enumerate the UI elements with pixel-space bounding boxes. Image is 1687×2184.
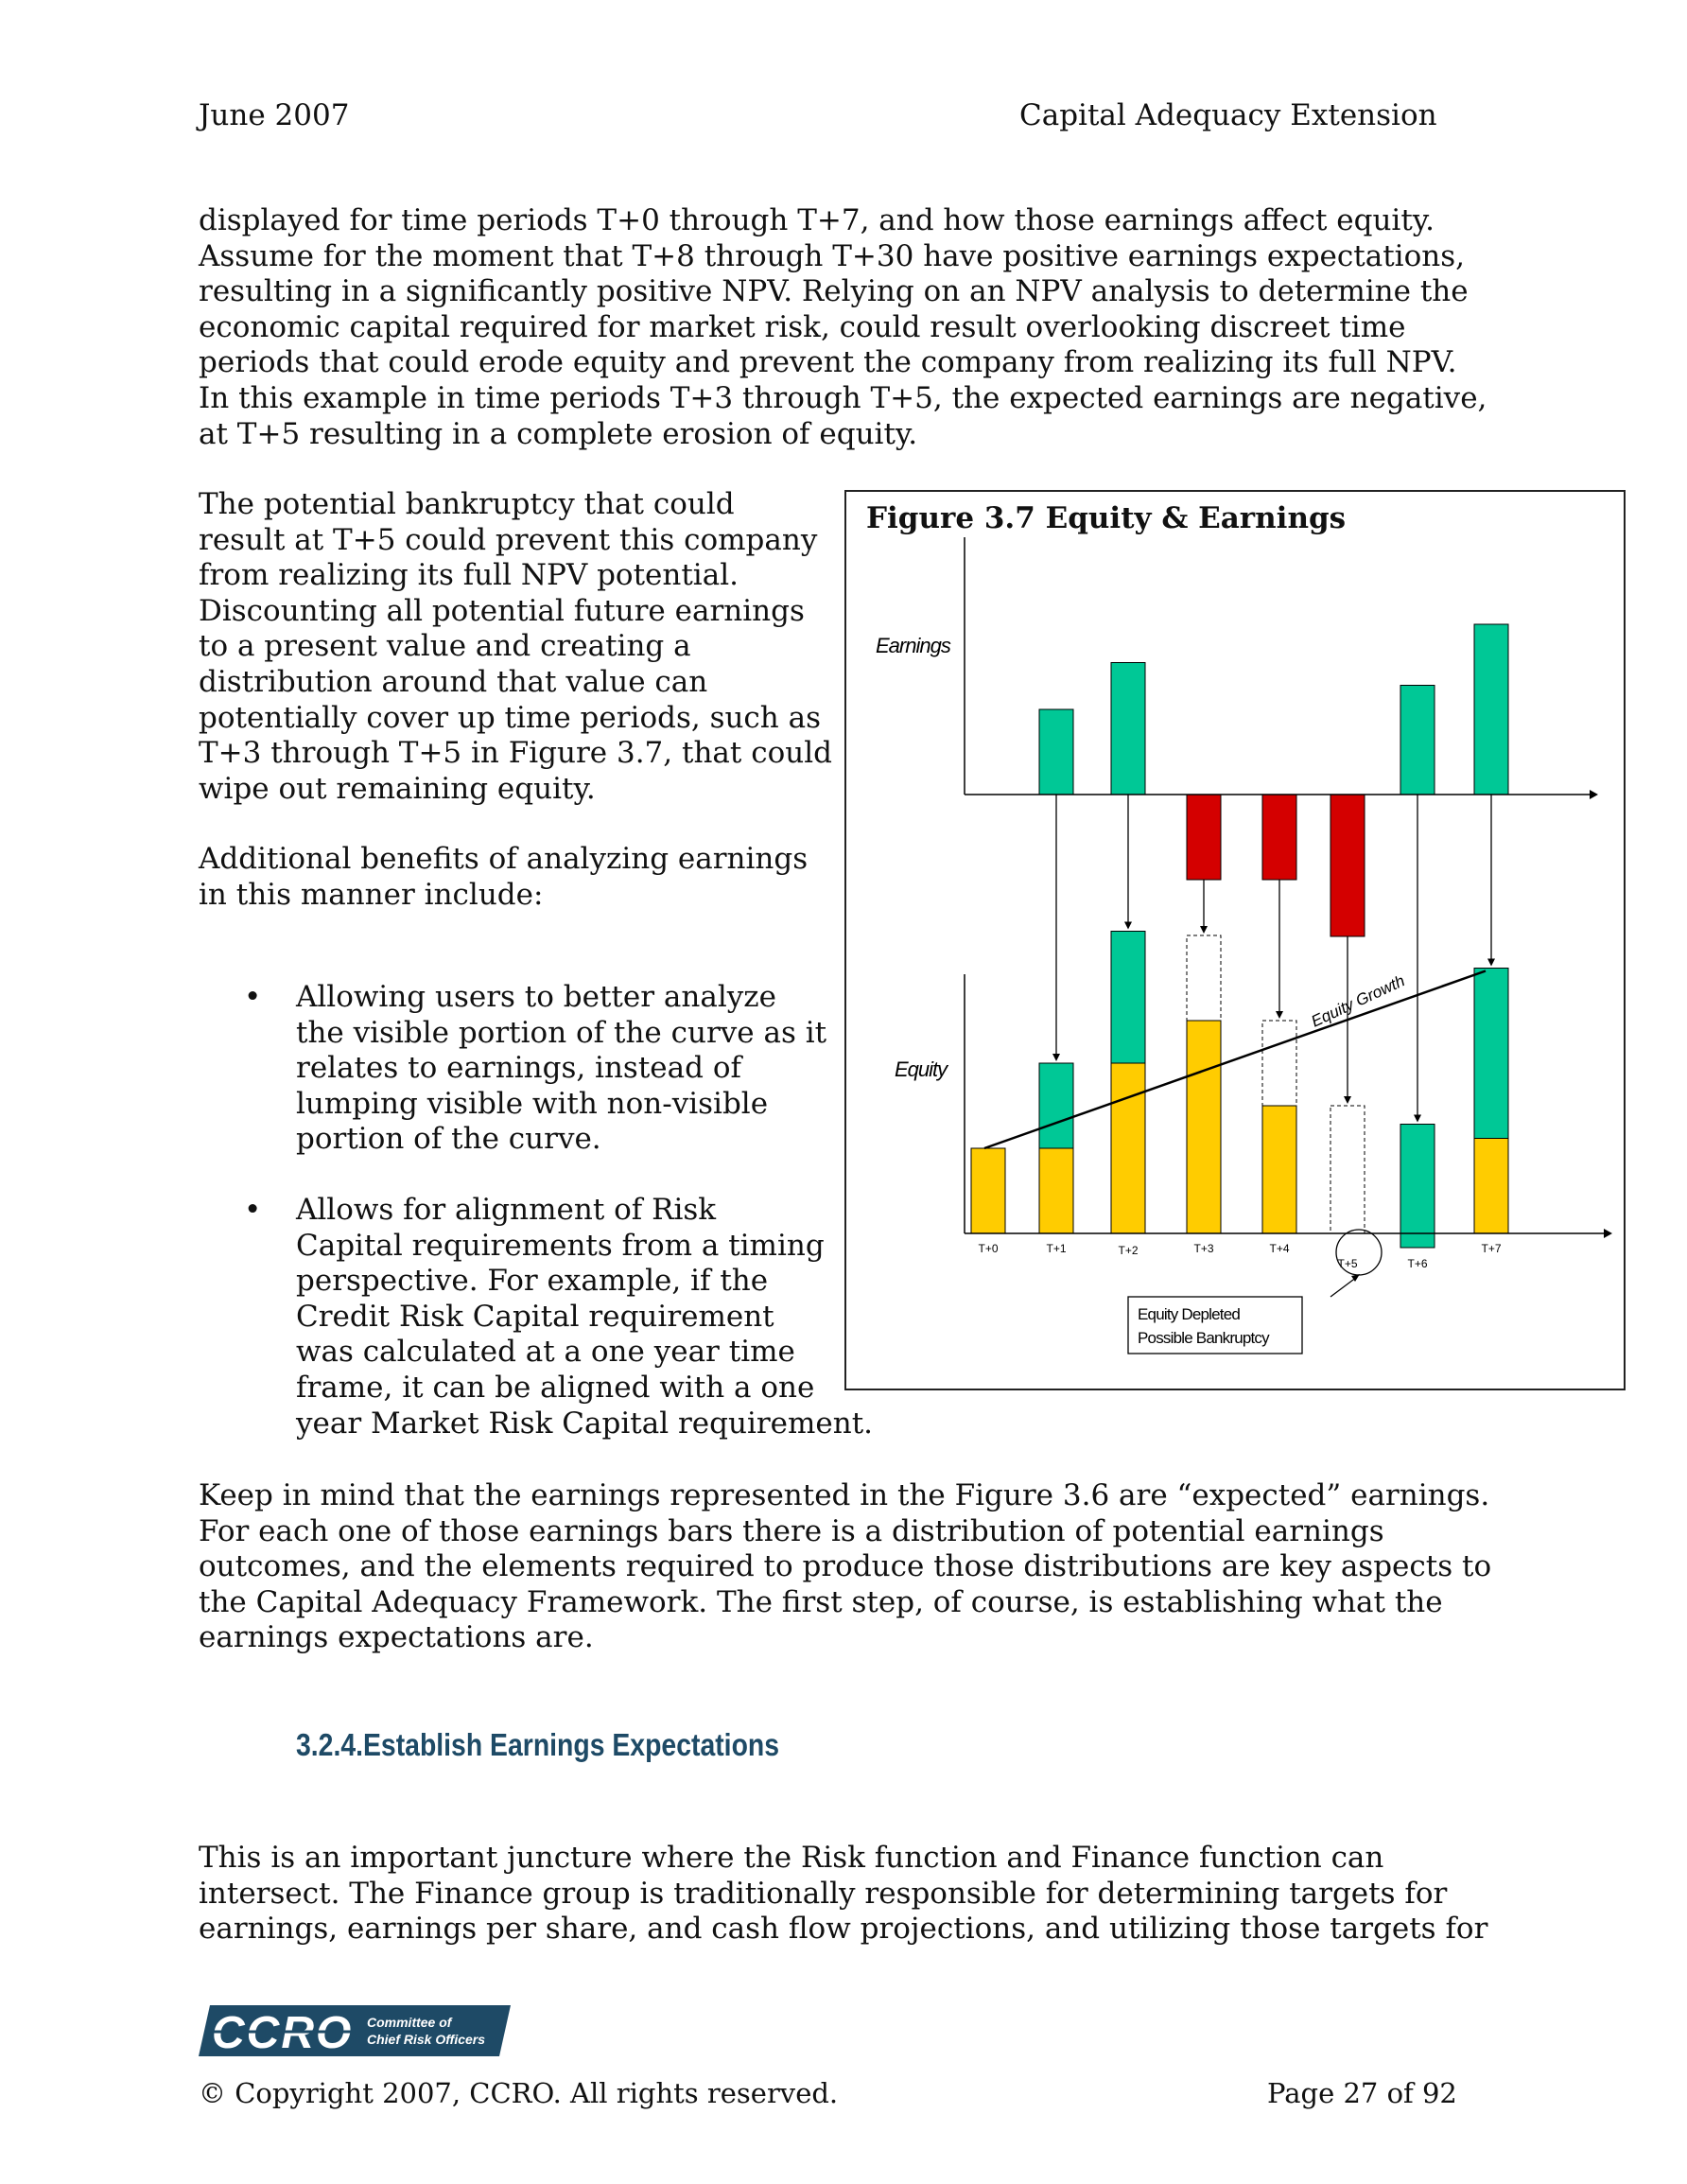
paragraph-keep-in-mind	[199, 1478, 1491, 1656]
text-line: portion of the curve.	[296, 1122, 601, 1157]
text-line: periods that could erode equity and prevent the company from realizing its full NPV.	[199, 345, 1457, 380]
text-line: Allows for alignment of Risk	[296, 1192, 717, 1227]
text-line: displayed for time periods T+0 through T+7, and how those earnings affect equity.	[199, 203, 1435, 237]
text-line: Credit Risk Capital requirement	[296, 1299, 774, 1334]
figure-title: Figure 3.7 Equity & Earnings	[866, 501, 1347, 535]
bullet-marker: •	[244, 980, 262, 1014]
equity-base-bar-Tplus3	[1187, 1021, 1221, 1233]
x-tick-label: T+3	[1193, 1242, 1214, 1255]
logo-line-2: Chief Risk Officers	[367, 2032, 486, 2047]
text-line: intersect. The Finance group is traditionally responsible for determining targets for	[199, 1876, 1448, 1911]
equity-lost-outline-Tplus4	[1262, 1021, 1296, 1106]
text-line: Capital requirements from a timing	[296, 1228, 825, 1263]
text-line: Keep in mind that the earnings represented in the Figure 3.6 are “expected” earnings.	[199, 1478, 1490, 1512]
earnings-axis-arrowhead	[1590, 790, 1598, 799]
earnings-axis-label: Earnings	[876, 634, 950, 657]
text-line: The potential bankruptcy that could	[199, 487, 735, 521]
paragraph-juncture	[199, 1841, 1487, 1948]
text-line: at T+5 resulting in a complete erosion of equity.	[199, 416, 918, 451]
equity-axis-arrowhead	[1604, 1229, 1612, 1238]
logo-line-1: Committee of	[367, 2015, 452, 2030]
text-line: distribution around that value can	[199, 664, 708, 699]
header-date: June 2007	[199, 98, 350, 132]
earnings-bar-Tplus3	[1187, 795, 1221, 880]
text-line: outcomes, and the elements required to produce those distributions are key aspects to	[199, 1549, 1492, 1584]
text-line: In this example in time periods T+3 through T+5, the expected earnings are negative,	[199, 380, 1487, 415]
list-item	[199, 1192, 874, 1441]
x-tick-label: T+7	[1481, 1242, 1502, 1255]
text-line: wipe out remaining equity.	[199, 771, 596, 806]
flow-arrowhead-Tplus3	[1200, 926, 1208, 934]
callout-line-1: Equity Depleted	[1138, 1305, 1241, 1323]
footer-page-number: Page 27 of 92	[1267, 2077, 1457, 2109]
text-line: perspective. For example, if the	[296, 1264, 769, 1299]
flow-arrowhead-Tplus6	[1414, 1115, 1421, 1123]
equity-base-bar-Tplus2	[1111, 1063, 1145, 1233]
x-tick-label: T+1	[1046, 1242, 1067, 1255]
text-line: in this manner include:	[199, 877, 544, 912]
flow-arrowhead-Tplus2	[1124, 922, 1132, 930]
x-tick-label: T+5	[1337, 1257, 1358, 1270]
earnings-bar-Tplus7	[1474, 624, 1508, 795]
text-line: earnings expectations are.	[199, 1620, 594, 1655]
text-line: the Capital Adequacy Framework. The first step, of course, is establishing what the	[199, 1584, 1443, 1619]
text-line: frame, it can be aligned with a one	[296, 1370, 815, 1405]
text-line: potentially cover up time periods, such as	[199, 700, 822, 735]
equity-lost-outline-Tplus5	[1330, 1106, 1365, 1233]
text-line: lumping visible with non-visible	[296, 1086, 769, 1121]
text-line: resulting in a significantly positive NPV. Relying on an NPV analysis to determine the	[199, 274, 1469, 309]
equity-base-bar-Tplus4	[1262, 1106, 1296, 1233]
equity-axis-label: Equity	[895, 1057, 948, 1081]
header-title: Capital Adequacy Extension	[1019, 98, 1437, 132]
footer-copyright: © Copyright 2007, CCRO. All rights reserved.	[199, 2077, 839, 2109]
text-line: earnings, earnings per share, and cash flow projections, and utilizing those targets for	[199, 1912, 1488, 1947]
equity-earnings-chart	[844, 490, 1626, 1390]
text-line: Discounting all potential future earnings	[199, 593, 805, 628]
text-line: Allowing users to better analyze	[296, 980, 776, 1014]
flow-arrowhead-Tplus1	[1052, 1054, 1060, 1061]
bankruptcy-circle	[1336, 1230, 1382, 1275]
logo-mark: CCRO	[212, 2008, 354, 2058]
text-line: Assume for the moment that T+8 through T+30 have positive earnings expectations,	[199, 238, 1465, 273]
text-line: Additional benefits of analyzing earnings	[199, 842, 809, 876]
text-line: For each one of those earnings bars there is a distribution of potential earnings	[199, 1513, 1384, 1548]
flow-arrowhead-Tplus5	[1344, 1096, 1351, 1104]
text-line: economic capital required for market risk, could result overlooking discreet time	[199, 309, 1406, 344]
list-item	[199, 980, 861, 1158]
equity-growth-bar-Tplus1	[1039, 1063, 1073, 1148]
earnings-bar-Tplus4	[1262, 795, 1296, 880]
text-line: year Market Risk Capital requirement.	[296, 1406, 874, 1441]
bullet-marker: •	[244, 1192, 262, 1227]
x-tick-label: T+2	[1118, 1244, 1139, 1257]
earnings-bar-Tplus5	[1330, 795, 1365, 936]
equity-lost-outline-Tplus3	[1187, 935, 1221, 1021]
earnings-bar-Tplus6	[1400, 686, 1435, 795]
text-line: This is an important juncture where the Risk function and Finance function can	[199, 1841, 1384, 1875]
x-tick-label: T+4	[1269, 1242, 1290, 1255]
flow-arrowhead-Tplus7	[1487, 959, 1495, 967]
equity-base-bar-Tplus0	[971, 1148, 1005, 1233]
equity-growth-bar-Tplus2	[1111, 932, 1145, 1064]
equity-base-bar-Tplus7	[1474, 1139, 1508, 1234]
text-line: T+3 through T+5 in Figure 3.7, that could	[199, 736, 832, 771]
equity-growth-label: Equity Growth	[1308, 971, 1408, 1031]
flow-arrowhead-Tplus4	[1276, 1011, 1283, 1019]
equity-base-bar-Tplus1	[1039, 1148, 1073, 1233]
text-line: result at T+5 could prevent this company	[199, 522, 818, 557]
earnings-bar-Tplus2	[1111, 663, 1145, 795]
x-tick-label: T+6	[1407, 1257, 1428, 1270]
text-line: the visible portion of the curve as it	[296, 1015, 827, 1050]
equity-growth-bar-Tplus7	[1474, 969, 1508, 1139]
equity-growth-bar-Tplus6	[1400, 1125, 1435, 1249]
paragraph-bankruptcy	[199, 487, 832, 807]
paragraph-intro	[199, 203, 1487, 452]
text-line: relates to earnings, instead of	[296, 1051, 741, 1086]
section-heading: 3.2.4.Establish Earnings Expectations	[296, 1727, 780, 1762]
text-line: to a present value and creating a	[199, 629, 691, 664]
benefits-list	[199, 980, 874, 1476]
equity-growth-line	[984, 971, 1486, 1149]
paragraph-benefits	[199, 842, 808, 913]
callout-pointer	[1330, 1277, 1357, 1297]
ccro-logo	[199, 2003, 511, 2058]
earnings-bar-Tplus1	[1039, 709, 1073, 795]
text-line: from realizing its full NPV potential.	[199, 558, 739, 593]
callout-line-2: Possible Bankruptcy	[1138, 1329, 1269, 1347]
text-line: was calculated at a one year time	[296, 1335, 795, 1370]
x-tick-label: T+0	[978, 1242, 999, 1255]
